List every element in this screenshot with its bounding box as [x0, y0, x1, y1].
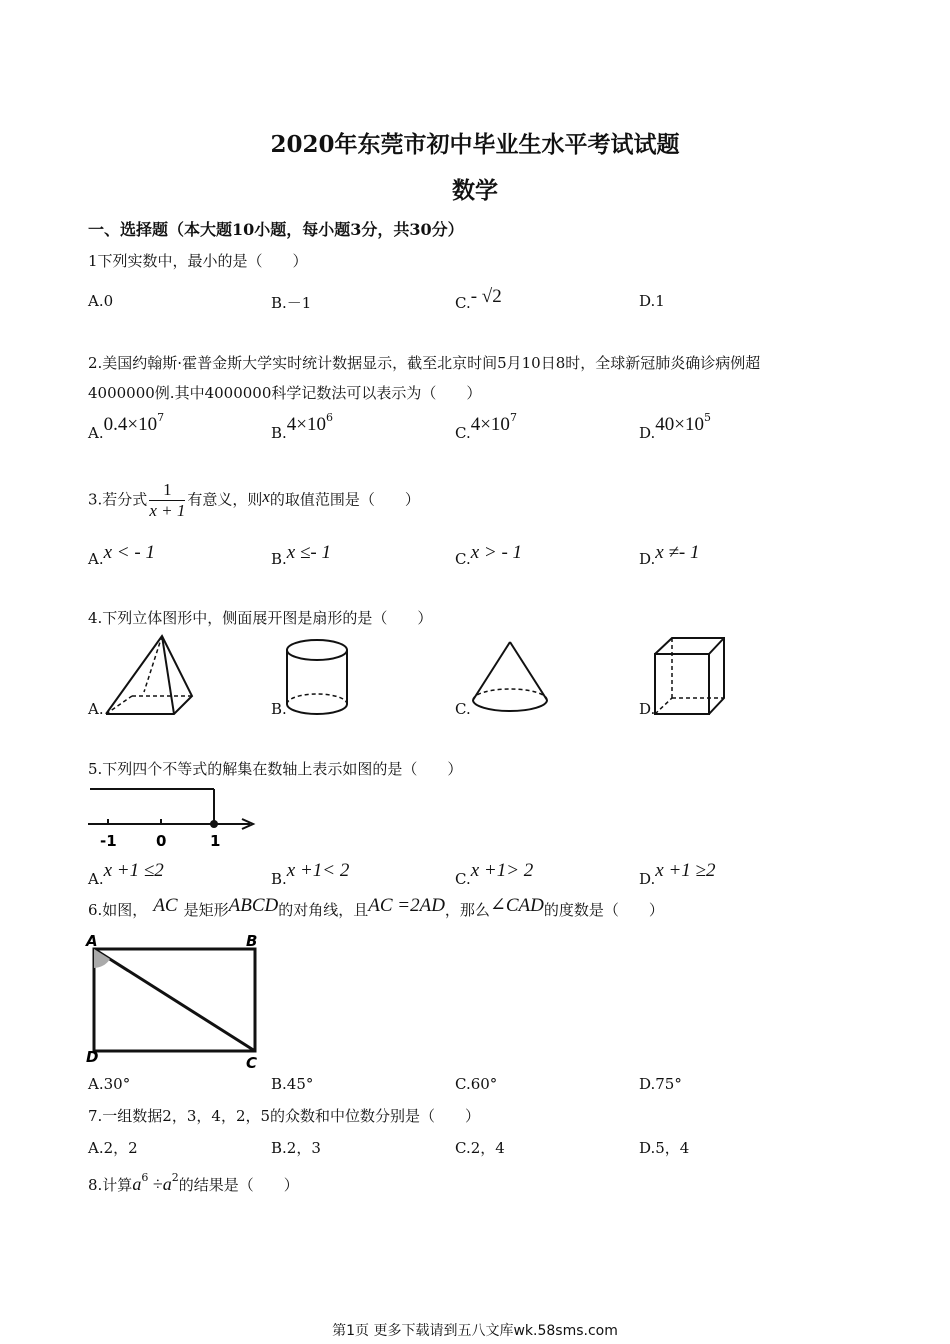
q1-option-a: A.0 [88, 292, 114, 310]
pyramid-figure [102, 634, 197, 716]
q8-math-exp1: 6 [141, 1171, 149, 1184]
q8-math-base1: a [132, 1174, 142, 1194]
q2-option-c [455, 411, 517, 442]
q1-option-c-math: - √2 [470, 286, 502, 307]
q5-option-d [639, 860, 716, 888]
q3-option-a-label: A. [88, 550, 104, 568]
q6-math-abcd: ABCD [228, 895, 279, 916]
q4-option-d: D. [639, 700, 656, 718]
q5-option-b-math: x +1< 2 [286, 860, 350, 881]
angle-mark [94, 949, 110, 968]
q6-math-ac: AC [153, 895, 178, 916]
q8-stem-pre: 8.计算 [88, 1176, 133, 1194]
q3-option-d-label: D. [639, 550, 656, 568]
q4-option-a: A. [88, 700, 104, 718]
cylinder-figure [284, 638, 350, 718]
q3-stem-pre: 3.若分式 [88, 490, 148, 509]
q3-option-b-label: B. [271, 550, 287, 568]
q6-stem-t4: 的度数是（ ） [543, 901, 664, 919]
q7-option-c: C.2，4 [455, 1139, 505, 1157]
q3-option-c-label: C. [455, 550, 471, 568]
q5-option-d-math: x +1 ≥2 [655, 860, 716, 881]
q3-option-d-math: x ≠- 1 [655, 542, 700, 563]
vertex-label-b: B [246, 932, 258, 950]
q2-option-c-label: C. [455, 424, 471, 442]
q3-option-b-math: x ≤- 1 [286, 542, 331, 563]
q2-stem-line1: 2.美国约翰斯·霍普金斯大学实时统计数据显示，截至北京时间5月10日8时，全球新冠肺炎确诊病例超 [88, 354, 761, 372]
vertex-label-c: C [246, 1054, 258, 1070]
q3-option-d [639, 542, 700, 568]
q2-stem-line2: 4000000例.其中4000000科学记数法可以表示为（ ） [88, 384, 482, 402]
q2-option-d-exp: 5 [703, 411, 711, 424]
q2-option-c-exp: 7 [509, 411, 517, 424]
q3-option-b [271, 542, 331, 568]
q3-option-a-math: x < - 1 [103, 542, 155, 563]
vertex-label-d: D [86, 1048, 99, 1066]
q5-option-c [455, 860, 534, 888]
q6-stem-pre: 6.如图， [88, 901, 148, 919]
q2-option-a-exp: 7 [157, 411, 165, 424]
q6-option-d: D.75° [639, 1075, 682, 1093]
cone-figure [470, 640, 550, 716]
number-line-point [210, 820, 218, 828]
q2-option-b-exp: 6 [326, 411, 334, 424]
rectangle-figure [84, 930, 268, 1070]
q8-stem [88, 1171, 299, 1195]
q4-stem: 4.下列立体图形中，侧面展开图是扇形的是（ ） [88, 609, 433, 627]
vertex-label-a: A [86, 932, 98, 950]
q2-option-b [271, 411, 334, 442]
q2-option-d-label: D. [639, 424, 656, 442]
q1-option-d: D.1 [639, 292, 665, 310]
q3-stem-post: 的取值范围是（ ） [269, 490, 420, 509]
q3-fraction-denominator: x + 1 [149, 501, 186, 520]
q6-stem-t3: ，那么 [444, 901, 490, 919]
q8-math-op: ÷ [148, 1174, 163, 1194]
q3-option-c [455, 542, 523, 568]
q7-option-b: B.2，3 [271, 1139, 321, 1157]
q6-stem-t2: 的对角线，且 [278, 901, 369, 919]
cube-figure [652, 636, 728, 718]
tick-label-1: 1 [210, 832, 221, 850]
q2-option-c-math: 4×10 [470, 414, 510, 435]
section-heading: 一、选择题（本大题10小题，每小题3分，共30分） [88, 220, 464, 239]
q3-option-c-math: x > - 1 [470, 542, 523, 563]
q2-option-d [639, 411, 711, 442]
q5-option-b-label: B. [271, 870, 287, 888]
q2-option-a [88, 411, 165, 442]
q1-option-b: B.－1 [271, 294, 312, 312]
q3-fraction-numerator: 1 [149, 480, 185, 501]
q6-math-angle: ∠CAD [489, 895, 544, 916]
q7-option-a: A.2，2 [88, 1139, 138, 1157]
page-footer: 第1页 更多下载请到五八文库wk.58sms.com [332, 1323, 618, 1339]
q3-stem [88, 480, 420, 521]
q8-math-exp2: 2 [171, 1171, 179, 1184]
q6-option-b: B.45° [271, 1075, 314, 1093]
q5-option-a [88, 860, 164, 888]
q5-option-c-math: x +1> 2 [470, 860, 534, 881]
tick-label-0: 0 [156, 832, 167, 850]
q2-option-b-label: B. [271, 424, 287, 442]
tick-label-minus1: -1 [100, 832, 117, 850]
q2-option-a-label: A. [88, 424, 104, 442]
q1-stem: 1下列实数中，最小的是（ ） [88, 252, 308, 270]
q5-option-b [271, 860, 350, 888]
q7-option-d: D.5，4 [639, 1139, 690, 1157]
q2-option-a-math: 0.4×10 [103, 414, 158, 435]
exam-title: 2020年东莞市初中毕业生水平考试试题 [270, 131, 680, 158]
q3-stem-mid: 有意义，则 [187, 490, 263, 509]
q6-option-c: C.60° [455, 1075, 498, 1093]
q5-option-a-label: A. [88, 870, 104, 888]
q6-math-equation: AC =2AD [368, 895, 445, 916]
q5-option-d-label: D. [639, 870, 656, 888]
q5-stem: 5.下列四个不等式的解集在数轴上表示如图的是（ ） [88, 760, 463, 778]
subject-title: 数学 [452, 177, 498, 204]
q6-stem [88, 895, 664, 921]
q1-option-c [455, 286, 502, 314]
q4-option-b: B. [271, 700, 287, 718]
q5-option-c-label: C. [455, 870, 471, 888]
q5-option-a-math: x +1 ≤2 [103, 860, 164, 881]
q3-option-a [88, 542, 155, 568]
q8-stem-post: 的结果是（ ） [178, 1176, 299, 1194]
q3-fraction [149, 480, 185, 521]
q6-stem-t1: 是矩形 [183, 901, 229, 919]
q2-option-b-math: 4×10 [286, 414, 327, 435]
q3-variable: x [262, 486, 270, 506]
q7-stem: 7.一组数据2，3，4，2，5的众数和中位数分别是（ ） [88, 1107, 481, 1125]
q1-option-c-label: C. [455, 294, 471, 312]
number-line-figure [86, 784, 261, 852]
q8-math-base2: a [162, 1174, 172, 1194]
q6-option-a: A.30° [88, 1075, 131, 1093]
q2-option-d-math: 40×10 [655, 414, 704, 435]
q4-option-c: C. [455, 700, 471, 718]
